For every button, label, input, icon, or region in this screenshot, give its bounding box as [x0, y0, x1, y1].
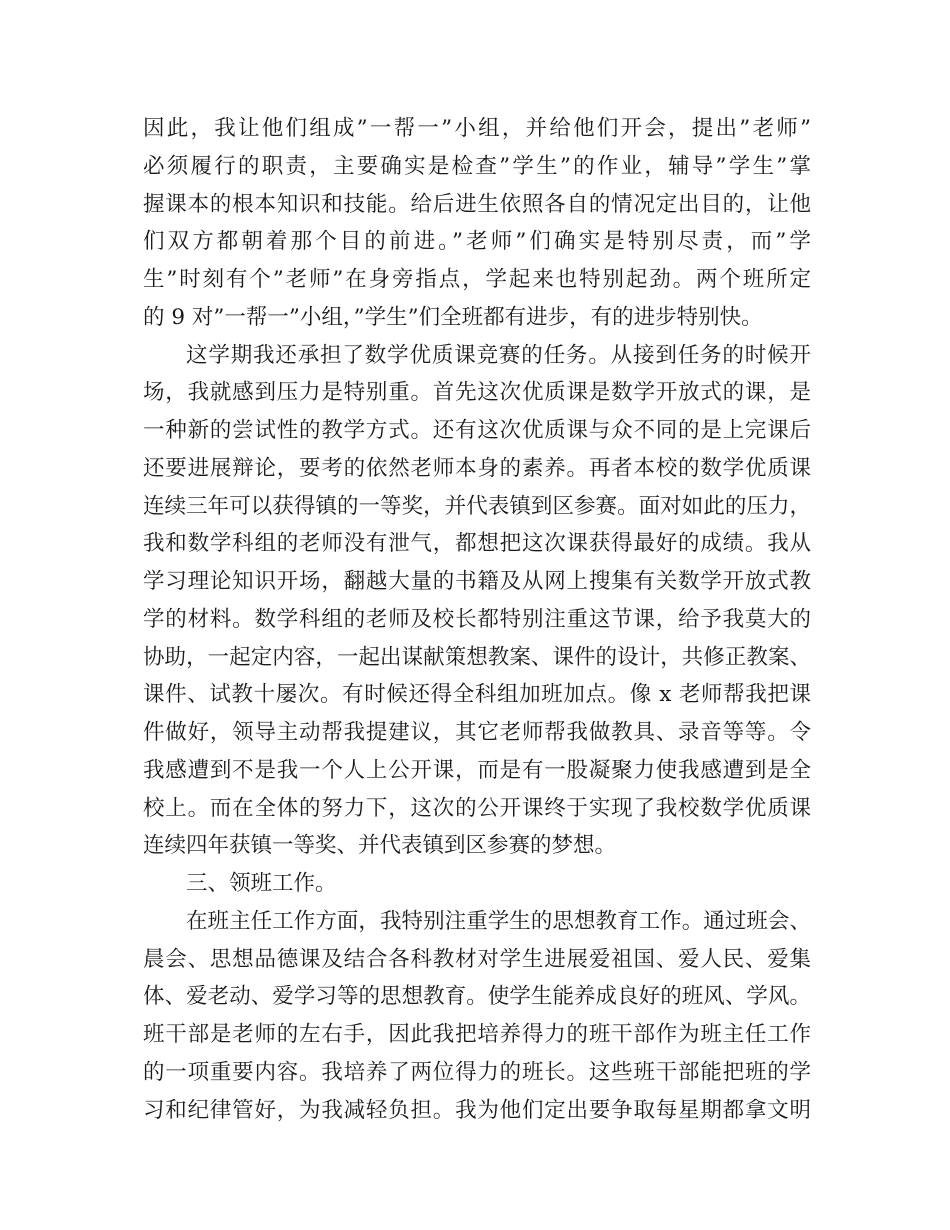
text-line: 我感遭到不是我一个人上公开课，而是有一股凝聚力使我感遭到是全 [143, 757, 811, 783]
paragraph-first-line: 这学期我还承担了数学优质课竞赛的任务。从接到任务的时候开 [186, 342, 811, 368]
text-line: 还要进展辩论，要考的依然老师本身的素养。再者本校的数学优质课 [143, 455, 811, 481]
text-line: 体、爱老动、爱学习等的思想教育。使学生能养成良好的班风、学风。 [143, 984, 811, 1010]
paragraph-first-line: 在班主任工作方面，我特别注重学生的思想教育工作。通过班会、 [186, 908, 811, 934]
text-line: 连续四年获镇一等奖、并代表镇到区参赛的梦想。 [143, 833, 617, 859]
text-line: 们双方都朝着那个目的前进。”老师”们确实是特别尽责，而”学 [143, 229, 811, 255]
text-line: 班干部是老师的左右手，因此我把培养得力的班干部作为班主任工作 [143, 1022, 811, 1047]
text-line: 课件、试教十屡次。有时候还得全科组加班加点。像 x 老师帮我把课 [143, 682, 811, 708]
text-line: 必须履行的职责，主要确实是检查”学生”的作业，辅导”学生”掌 [143, 153, 811, 179]
text-line: 场，我就感到压力是特别重。首先这次优质课是数学开放式的课，是 [143, 380, 811, 406]
text-line: 件做好，领导主动帮我提建议，其它老师帮我做教具、录音等等。令 [143, 720, 811, 745]
section-heading: 三、领班工作。 [186, 871, 337, 896]
text-line: 的 9 对”一帮一”小组，”学生”们全班都有进步，有的进步特别快。 [143, 304, 763, 330]
text-line: 协助，一起定内容，一起出谋献策想教案、课件的设计，共修正教案、 [143, 644, 811, 670]
text-line: 的一项重要内容。我培养了两位得力的班长。这些班干部能把班的学 [143, 1059, 811, 1085]
text-line: 连续三年可以获得镇的一等奖，并代表镇到区参赛。面对如此的压力， [143, 493, 811, 519]
text-line: 学习理论知识开场，翻越大量的书籍及从网上搜集有关数学开放式教 [143, 569, 811, 594]
text-line: 因此，我让他们组成”一帮一”小组，并给他们开会，提出”老师” [143, 116, 811, 141]
text-line: 习和纪律管好，为我减轻负担。我为他们定出要争取每星期都拿文明 [143, 1097, 811, 1123]
text-line: 一种新的尝试性的教学方式。还有这次优质课与众不同的是上完课后 [143, 418, 811, 443]
text-line: 学的材料。数学科组的老师及校长都特别注重这节课，给予我莫大的 [143, 606, 811, 632]
text-line: 握课本的根本知识和技能。给后进生依照各自的情况定出目的，让他 [143, 191, 811, 217]
text-line: 我和数学科组的老师没有泄气，都想把这次课获得最好的成绩。我从 [143, 531, 811, 557]
text-line: 生”时刻有个”老师”在身旁指点，学起来也特别起劲。两个班所定 [143, 267, 811, 292]
text-line: 晨会、思想品德课及结合各科教材对学生进展爱祖国、爱人民、爱集 [143, 946, 811, 972]
document-body [143, 110, 811, 1129]
text-line: 校上。而在全体的努力下，这次的公开课终于实现了我校数学优质课 [143, 795, 811, 821]
